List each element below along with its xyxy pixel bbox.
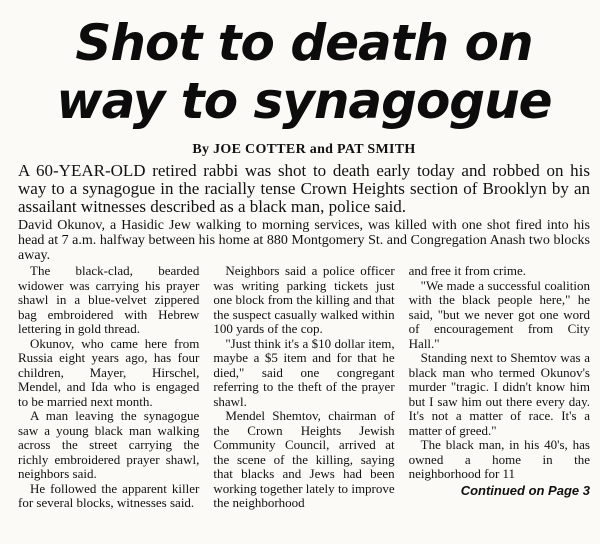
byline: By JOE COTTER and PAT SMITH bbox=[192, 142, 416, 157]
body-columns bbox=[18, 264, 590, 511]
headline bbox=[18, 14, 590, 130]
column-2 bbox=[213, 264, 394, 511]
headline-line-2: way to synagogue bbox=[56, 72, 552, 130]
column-1 bbox=[18, 264, 199, 511]
second-paragraph: David Okunov, a Hasidic Jew walking to morning services, was killed with one shot fired into his head at 7 a.m. halfway between his home at 880 Montgomery St. and Congregation Anash two blocks away. bbox=[18, 218, 590, 263]
col2-paragraph: Mendel Shemtov, chairman of the Crown Heights Jewish Community Council, arrived at the scene of the killing, saying that blacks and Jews had been working together lately to improve the neighborhood bbox=[213, 408, 395, 510]
col1-paragraph: He followed the apparent killer for several blocks, witnesses said. bbox=[18, 480, 200, 510]
col3-paragraph: Standing next to Shemtov was a black man who termed Okunov's murder "tragic. I didn't know him but I saw him out there every day. It's not a matter of race. It's a matter of greed." bbox=[408, 350, 590, 438]
col2-paragraph: Neighbors said a police officer was writing parking tickets just one block from the killing and that the suspect casually walked within 100 yards of the cop. bbox=[213, 263, 395, 336]
headline-line-1: Shot to death on bbox=[75, 14, 533, 72]
lede-paragraph: A 60-YEAR-OLD retired rabbi was shot to death early today and robbed on his way to a synagogue in the racially tense Crown Heights section of Brooklyn by an assailant witnesses described as a black man, police said. bbox=[18, 161, 590, 216]
column-3 bbox=[409, 264, 590, 511]
continued-on-page: Continued on Page 3 bbox=[460, 482, 590, 498]
col1-paragraph: The black-clad, bearded widower was carrying his prayer shawl in a blue-velvet zippered bag embroidered with Hebrew lettering in gold thread. bbox=[18, 263, 200, 336]
col3-paragraph: The black man, in his 40's, has owned a home in the neighborhood for 11 bbox=[408, 437, 590, 481]
col2-paragraph: "Just think it's a $10 dollar item, maybe a $5 item and for that he died," said one congregant referring to the theft of the prayer shawl. bbox=[213, 335, 395, 409]
col1-paragraph: Okunov, who came here from Russia eight years ago, has four children, Mayer, Hirschel, Mendel, and Ida who is engaged to be married next month. bbox=[18, 335, 200, 409]
col3-paragraph: and free it from crime. bbox=[408, 263, 526, 278]
col3-paragraph: "We made a successful coalition with the black people here," he said, "but we never got one word of encouragement from City Hall." bbox=[408, 277, 590, 351]
col1-paragraph: A man leaving the synagogue saw a young black man walking across the street carrying the richly embroidered prayer shawl, neighbors said. bbox=[18, 408, 200, 481]
